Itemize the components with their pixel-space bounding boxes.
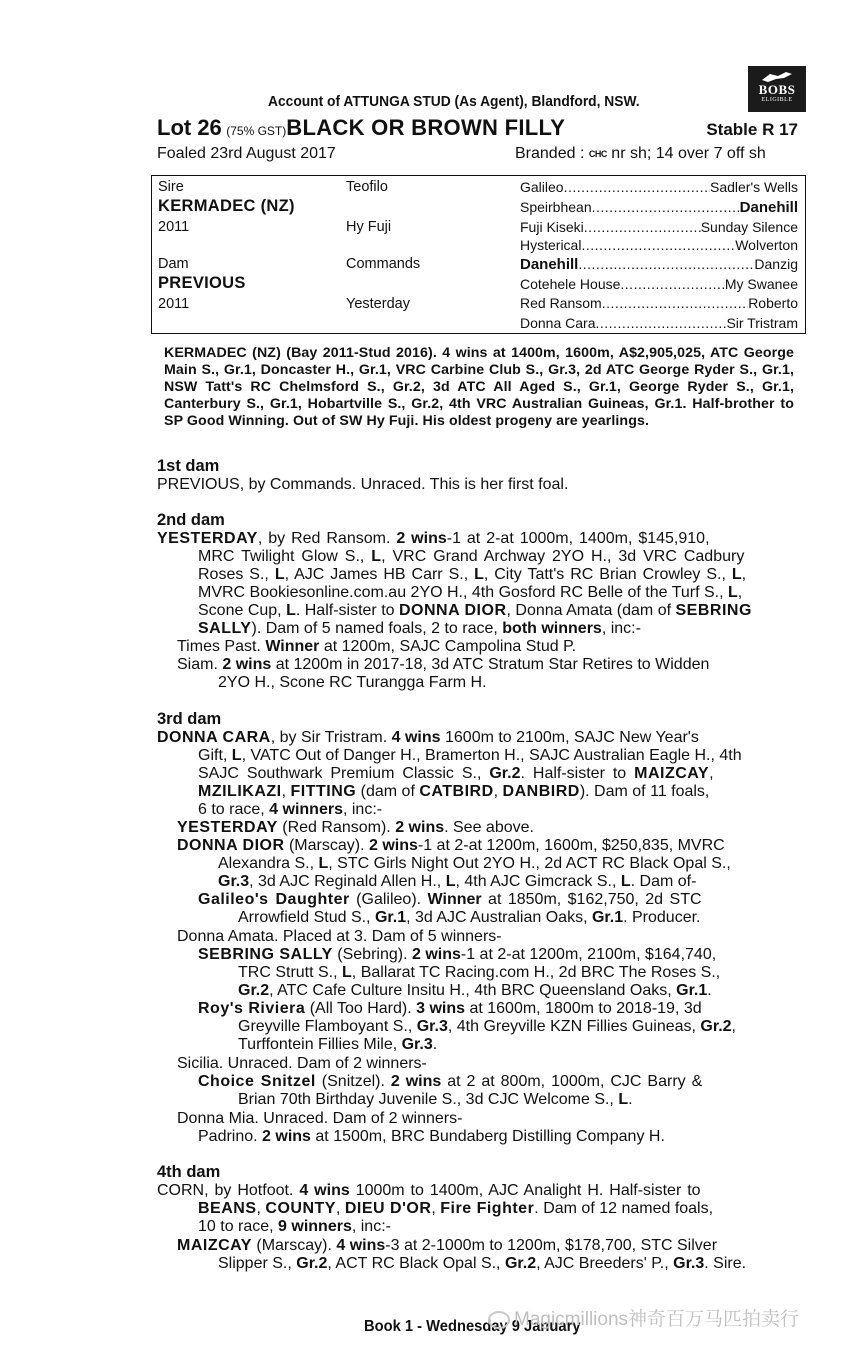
- second-dam-line: MVRC Bookiesonline.com.au 2YO H., 4th Gosford RC Belle of the Turf S., L,: [198, 584, 743, 601]
- grandparent-row: Danehill ..... Danzig: [520, 256, 798, 273]
- third-dam-line: Sicilia. Unraced. Dam of 2 winners-: [177, 1055, 427, 1072]
- dam-year: 2011: [158, 296, 190, 312]
- third-dam-line: Gr.3, 3d AJC Reginald Allen H., L, 4th AJC Gimcrack S., L. Dam of-: [218, 873, 697, 890]
- fourth-dam-line: BEANS, COUNTY, DIEU D'OR, Fire Fighter. Dam of 12 named foals,: [198, 1200, 714, 1217]
- third-dam-line: MZILIKAZI, FITTING (dam of CATBIRD, DANBIRD). Dam of 11 foals,: [198, 783, 710, 800]
- logo-subtext: ELIGIBLE: [761, 97, 793, 103]
- third-dam-line: Roy's Riviera (All Too Hard). 3 wins at 1600m, 1800m to 2018-19, 3d: [198, 1000, 702, 1017]
- foaled-date: Foaled 23rd August 2017: [157, 145, 336, 162]
- logo-text: BOBS: [758, 82, 796, 97]
- third-dam-line: Turffontein Fillies Mile, Gr.3.: [238, 1036, 438, 1053]
- pedigree-table: [151, 175, 806, 334]
- sire-label: Sire: [158, 179, 184, 195]
- first-dam-text: PREVIOUS, by Commands. Unraced. This is her first foal.: [157, 476, 569, 493]
- third-dam-line: TRC Strutt S., L, Ballarat TC Racing.com H., 2d BRC The Roses S.,: [238, 964, 721, 981]
- watermark: [488, 1304, 799, 1331]
- vendor-line: Account of ATTUNGA STUD (As Agent), Blandford, NSW.: [268, 93, 640, 110]
- bobs-eligible-logo: [748, 66, 806, 112]
- third-dam-line: 6 to race, 4 winners, inc:-: [198, 801, 383, 818]
- branded-info: [515, 145, 766, 163]
- lot-number: Lot 26: [157, 115, 222, 140]
- grandparent-row: Donna Cara ..... Sir Tristram: [520, 315, 798, 331]
- fourth-dam-line: CORN, by Hotfoot. 4 wins 1000m to 1400m, AJC Analight H. Half-sister to: [157, 1182, 701, 1199]
- dam-sire: Commands: [346, 256, 421, 272]
- dam-dam: Yesterday: [346, 296, 410, 312]
- second-dam-line: MRC Twilight Glow S., L, VRC Grand Archway 2YO H., 3d VRC Cadbury: [198, 548, 745, 565]
- dam-label: Dam: [158, 256, 189, 272]
- second-dam-line: 2YO H., Scone RC Turangga Farm H.: [218, 674, 487, 691]
- section-heading-2nd-dam: 2nd dam: [157, 511, 225, 529]
- brand-mark-icon: CHC: [588, 148, 607, 159]
- branded-label: Branded :: [515, 145, 585, 162]
- second-dam-line: Times Past. Winner at 1200m, SAJC Campolina Stud P.: [177, 638, 577, 655]
- dam-name: PREVIOUS: [158, 274, 246, 292]
- second-dam-line: Scone Cup, L. Half-sister to DONNA DIOR, Donna Amata (dam of SEBRING: [198, 602, 752, 619]
- second-dam-line: Roses S., L, AJC James HB Carr S., L, City Tatt's RC Brian Crowley S., L,: [198, 566, 747, 583]
- third-dam-line: Gift, L, VATC Out of Danger H., Bramerton H., SAJC Australian Eagle H., 4th: [198, 747, 742, 764]
- fourth-dam-line: 10 to race, 9 winners, inc:-: [198, 1218, 391, 1235]
- grandparent-row: Red Ransom ..... Roberto: [520, 295, 798, 311]
- third-dam-line: Arrowfield Stud S., Gr.1, 3d AJC Australian Oaks, Gr.1. Producer.: [238, 909, 701, 926]
- second-dam-line: YESTERDAY, by Red Ransom. 2 wins-1 at 2-at 1000m, 1400m, $145,910,: [157, 530, 710, 547]
- watermark-text: Magicmillions神奇百万马匹拍卖行: [514, 1309, 800, 1330]
- third-dam-line: DONNA CARA, by Sir Tristram. 4 wins 1600m to 2100m, SAJC New Year's: [157, 729, 699, 746]
- third-dam-line: Padrino. 2 wins at 1500m, BRC Bundaberg Distilling Company H.: [198, 1128, 665, 1145]
- sire-description: KERMADEC (NZ) (Bay 2011-Stud 2016). 4 wins at 1400m, 1600m, A$2,905,025, ATC George Main S., Gr.1, Doncaster H., Gr.1, VRC Carbine Club S., Gr.3, 2d ATC George Ryder S., Gr.1, NSW Tatt's RC Chelmsford S., Gr.2, 3d ATC All Aged S., Gr.1, George Ryder S., Gr.1, Canterbury S., Gr.1, Hobartville S., Gr.2, 4th VRC Australian Guineas, Gr.1. Half-brother to SP Good Winning. Out of SW Hy Fuji. His oldest progeny are yearlings.: [164, 345, 794, 429]
- grandparent-row: Cotehele House ..... My Swanee: [520, 276, 798, 292]
- lot-title: BLACK OR BROWN FILLY: [286, 115, 566, 140]
- third-dam-line: Alexandra S., L, STC Girls Night Out 2YO H., 2d ACT RC Black Opal S.,: [218, 855, 731, 872]
- third-dam-line: DONNA DIOR (Marscay). 2 wins-1 at 2-at 1200m, 1600m, $250,835, MVRC: [177, 837, 725, 854]
- branded-marks: nr sh; 14 over 7 off sh: [611, 145, 766, 162]
- third-dam-line: Donna Mia. Unraced. Dam of 2 winners-: [177, 1110, 463, 1127]
- grandparent-row: Speirbhean ..... Danehill: [520, 199, 798, 216]
- grandparent-row: Galileo ..... Sadler's Wells: [520, 179, 798, 195]
- section-heading-3rd-dam: 3rd dam: [157, 710, 222, 728]
- third-dam-line: YESTERDAY (Red Ransom). 2 wins. See above.: [177, 819, 534, 836]
- third-dam-line: Brian 70th Birthday Juvenile S., 3d CJC Welcome S., L.: [238, 1091, 633, 1108]
- third-dam-line: Choice Snitzel (Snitzel). 2 wins at 2 at 800m, 1000m, CJC Barry &: [198, 1073, 703, 1090]
- third-dam-line: Donna Amata. Placed at 3. Dam of 5 winners-: [177, 928, 502, 945]
- fourth-dam-line: Slipper S., Gr.2, ACT RC Black Opal S., Gr.2, AJC Breeders' P., Gr.3. Sire.: [218, 1255, 747, 1272]
- wechat-icon: [488, 1311, 510, 1329]
- fourth-dam-line: MAIZCAY (Marscay). 4 wins-3 at 2-1000m to 1200m, $178,700, STC Silver: [177, 1237, 718, 1254]
- sire-sire: Teofilo: [346, 179, 388, 195]
- second-dam-line: SALLY). Dam of 5 named foals, 2 to race, both winners, inc:-: [198, 620, 641, 637]
- sire-name: KERMADEC (NZ): [158, 197, 295, 215]
- stable-number: Stable R 17: [706, 120, 798, 139]
- third-dam-line: SAJC Southwark Premium Classic S., Gr.2. Half-sister to MAIZCAY,: [198, 765, 714, 782]
- sire-year: 2011: [158, 219, 190, 235]
- section-heading-4th-dam: 4th dam: [157, 1163, 221, 1181]
- third-dam-line: Galileo's Daughter (Galileo). Winner at 1850m, $162,750, 2d STC: [198, 891, 702, 908]
- lot-header: [157, 115, 802, 143]
- third-dam-line: Gr.2, ATC Cafe Culture Insitu H., 4th BRC Queensland Oaks, Gr.1.: [238, 982, 712, 999]
- grandparent-row: Hysterical ..... Wolverton: [520, 237, 798, 253]
- third-dam-line: Greyville Flamboyant S., Gr.3, 4th Greyville KZN Fillies Guineas, Gr.2,: [238, 1018, 736, 1035]
- page-footer: Book 1 - Wednesday 9 January: [364, 1318, 581, 1335]
- section-heading-1st-dam: 1st dam: [157, 457, 220, 475]
- grandparent-row: Fuji Kiseki ..... Sunday Silence: [520, 219, 798, 235]
- second-dam-line: Siam. 2 wins at 1200m in 2017-18, 3d ATC Stratum Star Retires to Widden: [177, 656, 710, 673]
- sire-dam: Hy Fuji: [346, 219, 392, 235]
- gst-note: (75% GST): [226, 124, 287, 138]
- horse-logo-icon: [760, 70, 794, 84]
- third-dam-line: SEBRING SALLY (Sebring). 2 wins-1 at 2-at 1200m, 2100m, $164,740,: [198, 946, 717, 963]
